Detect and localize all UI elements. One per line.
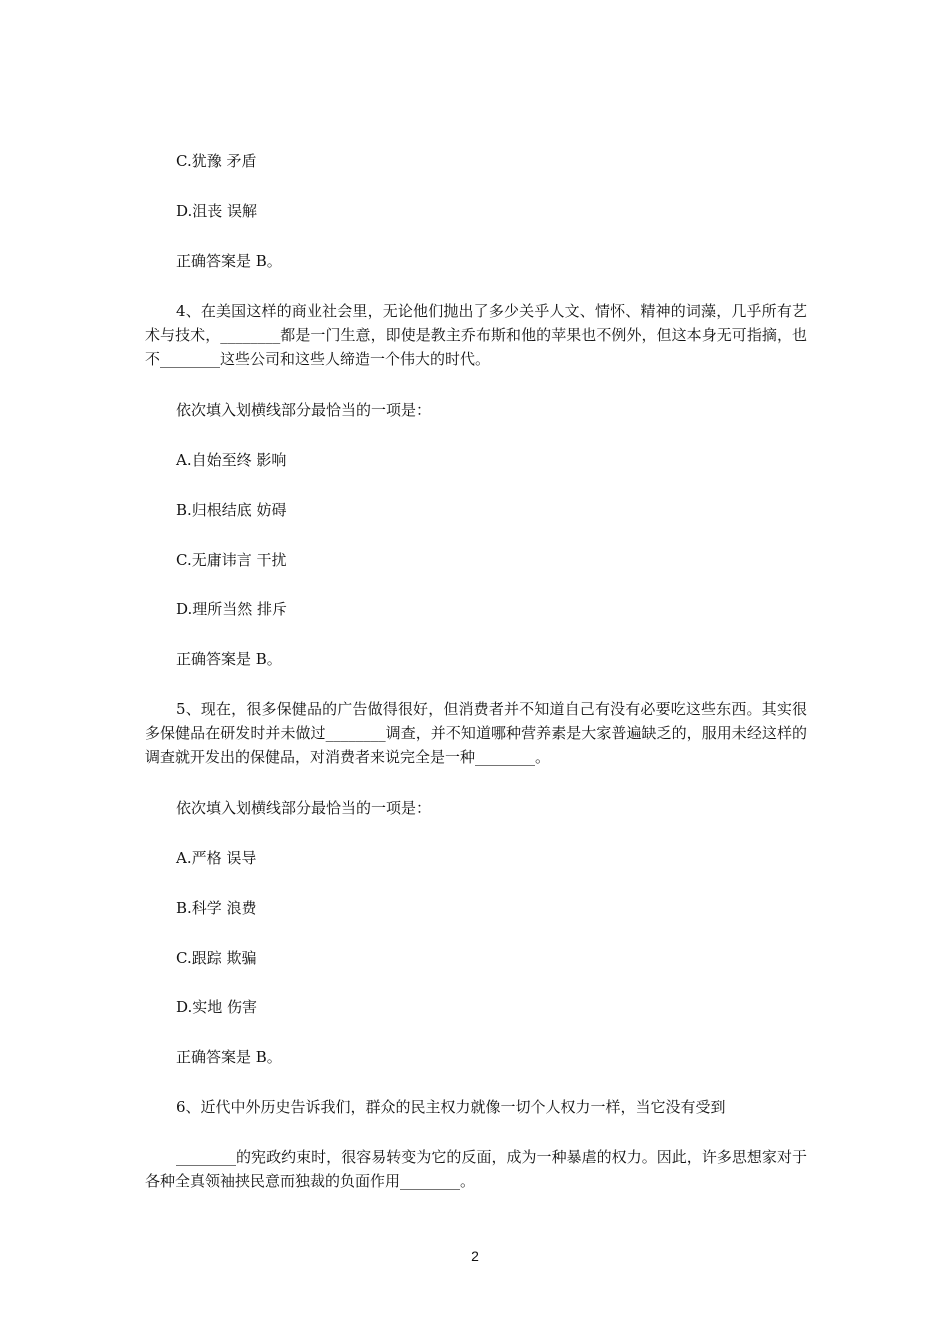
q4-option-d: D.理所当然 排斥 bbox=[176, 600, 288, 618]
q6-stem-rest: ________的宪政约束时，很容易转变为它的反面，成为一种暴虐的权力。因此，许多思想家对于各种全真领袖挟民意而独裁的负面作用________。 bbox=[145, 1148, 807, 1190]
q3-option-d: D.沮丧 误解 bbox=[176, 202, 258, 220]
q5-option-c: C.跟踪 欺骗 bbox=[176, 949, 257, 967]
q4-stem: 4、在美国这样的商业社会里，无论他们抛出了多少关乎人文、情怀、精神的词藻，几乎所有艺术与技术，________都是一门生意，即使是教主乔布斯和他的苹果也不例外，但这本身无可指摘，也不________这些公司和这些人缔造一个伟大的时代。 bbox=[145, 302, 807, 368]
q5-stem: 5、现在，很多保健品的广告做得很好，但消费者并不知道自己有没有必要吃这些东西。其实很多保健品在研发时并未做过________调查，并不知道哪种营养素是大家普遍缺乏的，服用未经这样的调查就开发出的保健品，对消费者来说完全是一种________。 bbox=[145, 700, 807, 766]
q3-option-c: C.犹豫 矛盾 bbox=[176, 152, 257, 170]
q4-answer: 正确答案是 B。 bbox=[176, 650, 282, 668]
q4-option-c: C.无庸讳言 干扰 bbox=[176, 551, 287, 569]
q4-option-b: B.归根结底 妨碍 bbox=[176, 501, 287, 519]
page-number: 2 bbox=[471, 1248, 479, 1264]
q3-answer: 正确答案是 B。 bbox=[176, 252, 282, 270]
q4-instruction: 依次填入划横线部分最恰当的一项是： bbox=[176, 401, 432, 419]
q5-option-b: B.科学 浪费 bbox=[176, 899, 257, 917]
q5-option-d: D.实地 伤害 bbox=[176, 998, 258, 1016]
q5-option-a: A.严格 误导 bbox=[176, 849, 257, 867]
q5-answer: 正确答案是 B。 bbox=[176, 1048, 282, 1066]
q4-option-a: A.自始至终 影响 bbox=[176, 451, 287, 469]
q6-stem-line1: 6、近代中外历史告诉我们，群众的民主权力就像一切个人权力一样，当它没有受到 bbox=[176, 1098, 726, 1116]
q5-instruction: 依次填入划横线部分最恰当的一项是： bbox=[176, 799, 432, 817]
